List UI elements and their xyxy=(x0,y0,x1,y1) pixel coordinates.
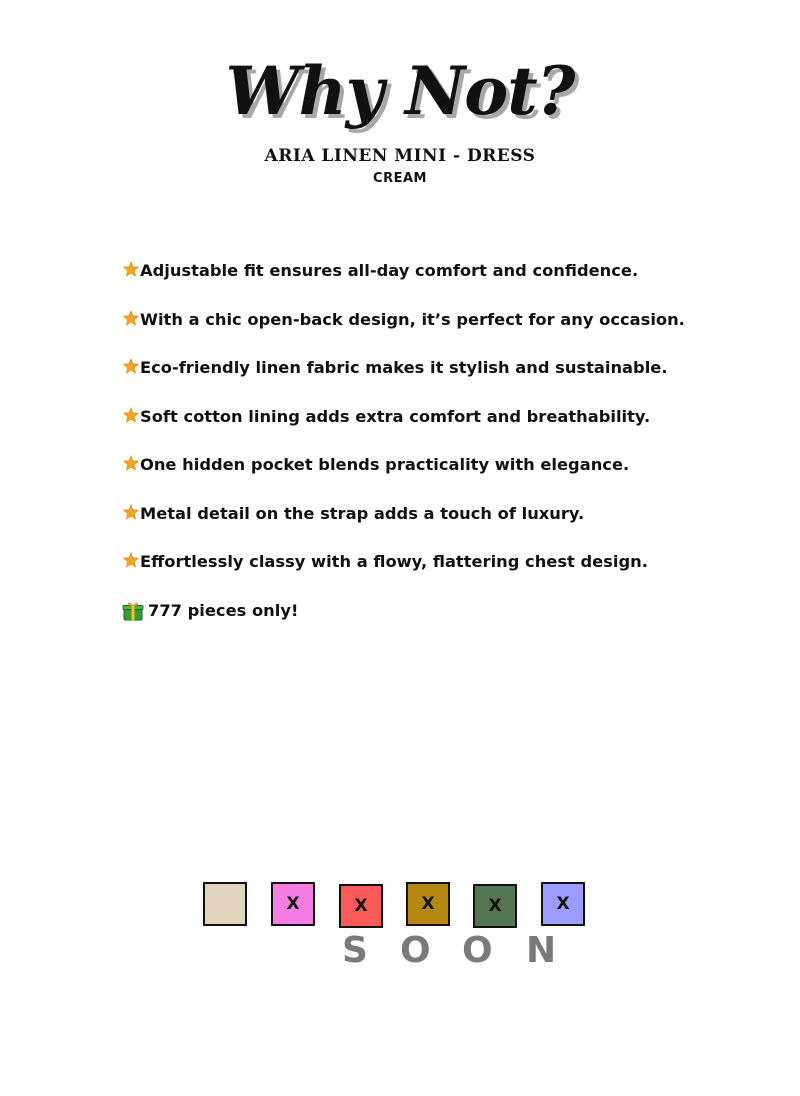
feature-text: Soft cotton lining adds extra comfort and breathability. xyxy=(140,406,651,426)
swatch-lavender[interactable] xyxy=(541,882,585,926)
feature-list xyxy=(122,259,762,647)
star-icon xyxy=(122,455,140,473)
feature-item xyxy=(122,259,762,308)
swatch-cream[interactable] xyxy=(203,882,247,926)
swatch-mark: X xyxy=(354,896,368,916)
product-color: CREAM xyxy=(373,171,427,186)
coming-soon-label xyxy=(330,930,570,974)
swatch-red[interactable] xyxy=(339,884,383,928)
feature-item xyxy=(122,453,762,502)
feature-text: Effortlessly classy with a flowy, flattering chest design. xyxy=(140,552,648,571)
star-icon xyxy=(122,261,140,279)
feature-text: One hidden pocket blends practicality with elegance. xyxy=(140,455,630,474)
feature-item xyxy=(122,308,762,357)
star-icon xyxy=(122,310,140,328)
gift-icon xyxy=(122,600,144,622)
feature-text: Eco-friendly linen fabric makes it stylish and sustainable. xyxy=(140,358,668,377)
swatch-green[interactable] xyxy=(473,884,517,928)
brand-logo: Why Not? xyxy=(225,52,575,130)
star-icon xyxy=(122,407,140,425)
swatch-mark: X xyxy=(286,894,300,914)
feature-item xyxy=(122,405,762,454)
swatch-mark: X xyxy=(421,894,435,914)
swatch-mark: X xyxy=(556,894,570,914)
star-icon xyxy=(122,552,140,570)
soon-letter: N xyxy=(526,930,557,971)
swatch-pink[interactable] xyxy=(271,882,315,926)
feature-text: With a chic open-back design, it’s perfect for any occasion. xyxy=(140,309,685,329)
feature-item xyxy=(122,599,762,648)
feature-item xyxy=(122,502,762,551)
product-name: ARIA LINEN MINI - DRESS xyxy=(264,146,536,166)
feature-text: 777 pieces only! xyxy=(148,600,299,620)
feature-text: Adjustable fit ensures all-day comfort and confidence. xyxy=(140,261,639,280)
star-icon xyxy=(122,358,140,376)
feature-item xyxy=(122,356,762,405)
soon-letter: O xyxy=(462,930,493,971)
feature-item xyxy=(122,550,762,599)
swatch-mustard[interactable] xyxy=(406,882,450,926)
star-icon xyxy=(122,504,140,522)
soon-letter: O xyxy=(400,930,431,971)
swatch-mark: X xyxy=(488,896,502,916)
soon-letter: S xyxy=(342,930,368,971)
color-swatches xyxy=(203,882,593,932)
feature-text: Metal detail on the strap adds a touch of luxury. xyxy=(140,503,585,523)
